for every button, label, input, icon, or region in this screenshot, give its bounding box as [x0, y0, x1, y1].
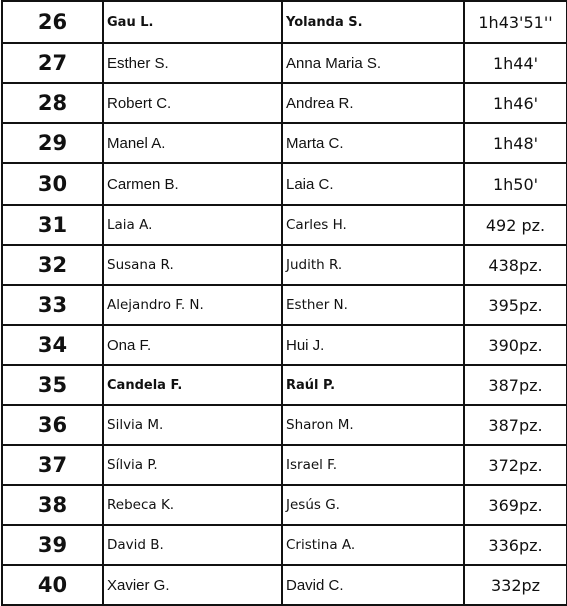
participant-name-2: Esther N. — [282, 285, 464, 325]
participant-name-2: Anna Maria S. — [282, 43, 464, 83]
table-row — [2, 123, 567, 163]
rank-cell: 31 — [2, 205, 103, 245]
table-row — [2, 285, 567, 325]
rank-cell: 38 — [2, 485, 103, 525]
participant-name-1: Ona F. — [103, 325, 282, 365]
score-cell: 395pz. — [464, 285, 567, 325]
participant-name-2: Laia C. — [282, 163, 464, 205]
participant-name-2: Raúl P. — [282, 365, 464, 405]
table-row — [2, 205, 567, 245]
table-row — [2, 485, 567, 525]
participant-name-1: Gau L. — [103, 1, 282, 43]
score-cell: 387pz. — [464, 365, 567, 405]
rank-cell: 27 — [2, 43, 103, 83]
rank-cell: 26 — [2, 1, 103, 43]
table-row — [2, 365, 567, 405]
rank-cell: 33 — [2, 285, 103, 325]
table-row — [2, 445, 567, 485]
table-row — [2, 43, 567, 83]
score-cell: 372pz. — [464, 445, 567, 485]
score-cell: 369pz. — [464, 485, 567, 525]
rank-cell: 28 — [2, 83, 103, 123]
score-cell: 390pz. — [464, 325, 567, 365]
participant-name-1: Alejandro F. N. — [103, 285, 282, 325]
table-row — [2, 163, 567, 205]
table-row — [2, 525, 567, 565]
rank-cell: 37 — [2, 445, 103, 485]
score-cell: 387pz. — [464, 405, 567, 445]
score-cell: 336pz. — [464, 525, 567, 565]
table-row — [2, 565, 567, 605]
participant-name-1: Manel A. — [103, 123, 282, 163]
score-cell: 1h43'51'' — [464, 1, 567, 43]
participant-name-1: Silvia M. — [103, 405, 282, 445]
rank-cell: 32 — [2, 245, 103, 285]
score-cell: 332pz — [464, 565, 567, 605]
score-cell: 1h48' — [464, 123, 567, 163]
rank-cell: 34 — [2, 325, 103, 365]
participant-name-2: Judith R. — [282, 245, 464, 285]
participant-name-2: Carles H. — [282, 205, 464, 245]
participant-name-1: Laia A. — [103, 205, 282, 245]
participant-name-2: Jesús G. — [282, 485, 464, 525]
participant-name-2: Sharon M. — [282, 405, 464, 445]
table-row — [2, 245, 567, 285]
participant-name-2: Marta C. — [282, 123, 464, 163]
participant-name-1: Robert C. — [103, 83, 282, 123]
participant-name-1: Rebeca K. — [103, 485, 282, 525]
score-cell: 492 pz. — [464, 205, 567, 245]
rank-cell: 30 — [2, 163, 103, 205]
score-cell: 438pz. — [464, 245, 567, 285]
participant-name-2: Yolanda S. — [282, 1, 464, 43]
score-cell: 1h44' — [464, 43, 567, 83]
rank-cell: 40 — [2, 565, 103, 605]
participant-name-1: David B. — [103, 525, 282, 565]
participant-name-2: Hui J. — [282, 325, 464, 365]
participant-name-1: Xavier G. — [103, 565, 282, 605]
participant-name-1: Sílvia P. — [103, 445, 282, 485]
participant-name-2: Cristina A. — [282, 525, 464, 565]
participant-name-1: Esther S. — [103, 43, 282, 83]
participant-name-1: Susana R. — [103, 245, 282, 285]
participant-name-1: Carmen B. — [103, 163, 282, 205]
participant-name-1: Candela F. — [103, 365, 282, 405]
participant-name-2: David C. — [282, 565, 464, 605]
participant-name-2: Israel F. — [282, 445, 464, 485]
rank-cell: 36 — [2, 405, 103, 445]
score-cell: 1h46' — [464, 83, 567, 123]
table-row — [2, 325, 567, 365]
table-row — [2, 405, 567, 445]
table-row — [2, 1, 567, 43]
rank-cell: 35 — [2, 365, 103, 405]
results-table — [1, 0, 567, 606]
rank-cell: 39 — [2, 525, 103, 565]
participant-name-2: Andrea R. — [282, 83, 464, 123]
score-cell: 1h50' — [464, 163, 567, 205]
table-row — [2, 83, 567, 123]
rank-cell: 29 — [2, 123, 103, 163]
